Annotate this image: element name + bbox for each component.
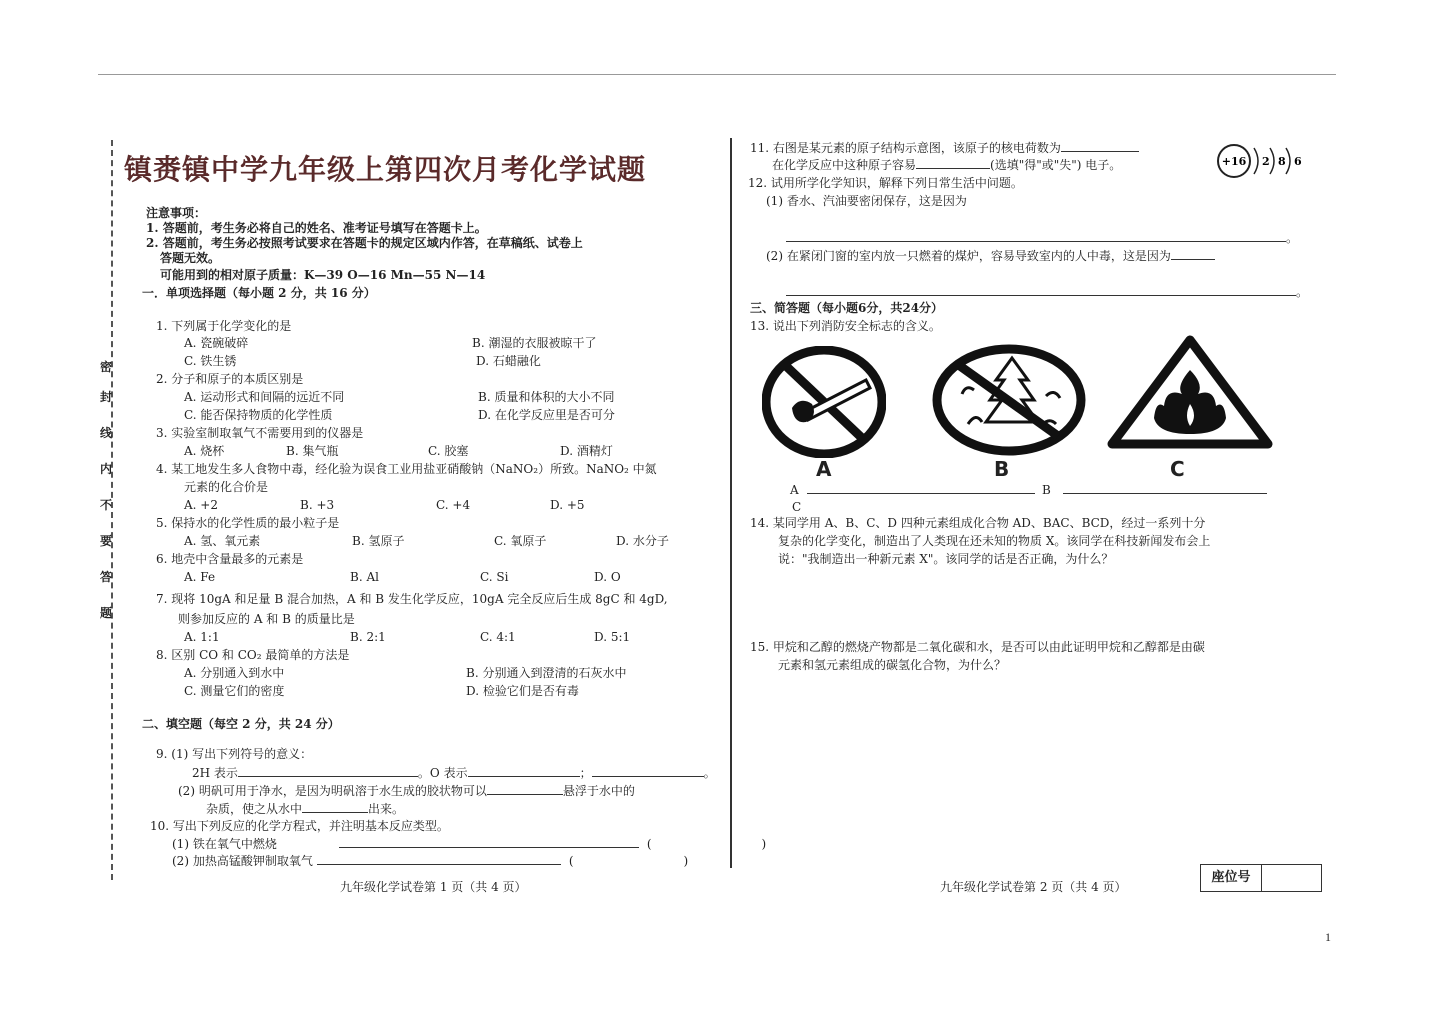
fill-label: (选填"得"或"失") 电子。 (990, 158, 1122, 172)
option: A. Fe (184, 570, 216, 584)
blank[interactable] (468, 765, 580, 777)
fill-label: 悬浮于水中的 (562, 784, 635, 798)
option: D. 检验它们是否有毒 (466, 684, 579, 698)
option: D. 水分子 (616, 534, 669, 548)
option: A. 运动形式和间隔的远近不同 (184, 390, 345, 404)
option: A. 烧杯 (184, 444, 225, 458)
option: C. 4:1 (480, 630, 516, 644)
shell-count: 2 (1262, 155, 1270, 168)
option: B. 2:1 (350, 630, 386, 644)
fill-row (172, 853, 688, 869)
blank[interactable] (238, 765, 418, 777)
option: B. 潮湿的衣服被晾干了 (472, 336, 597, 350)
blank[interactable] (592, 765, 704, 777)
notice-line: 1. 答题前，考生务必将自己的姓名、准考证号填写在答题卡上。 (146, 221, 487, 235)
fill-label: 出来。 (368, 802, 405, 816)
question: 5. 保持水的化学性质的最小粒子是 (156, 516, 340, 530)
option: D. +5 (550, 498, 585, 512)
period: 。 (1296, 285, 1309, 299)
notice-line: 答题无效。 (160, 251, 221, 265)
fill-row (172, 836, 766, 852)
seal-char: 内 (100, 462, 113, 476)
answer-row (792, 500, 801, 515)
answer-row (1042, 482, 1267, 498)
fill-label: 杂质，使之从水中 (206, 802, 303, 816)
paren-close: ) (683, 854, 689, 868)
blank[interactable] (487, 783, 563, 795)
fill-label: 。 (703, 766, 716, 780)
question-cont: 元素和氢元素组成的碳氢化合物，为什么？ (778, 658, 1007, 672)
option: B. 分别通入到澄清的石灰水中 (466, 666, 627, 680)
option: C. 胶塞 (428, 444, 469, 458)
exam-title: 镇赉镇中学九年级上第四次月考化学试题 (124, 153, 647, 186)
option: B. Al (350, 570, 379, 584)
option: D. O (594, 570, 621, 584)
blank[interactable] (786, 230, 1286, 242)
answer-line-row (786, 284, 1308, 300)
sign-label: A (816, 457, 832, 481)
option: A. 分别通入到水中 (184, 666, 285, 680)
question-cont: 元素的化合价是 (184, 480, 269, 494)
option: B. 氢原子 (352, 534, 405, 548)
option: C. +4 (436, 498, 471, 512)
electron-shell (1270, 148, 1274, 174)
answer-label: A (790, 483, 799, 497)
option: D. 石蜡融化 (476, 354, 541, 368)
seal-char: 题 (100, 606, 113, 620)
option: B. +3 (300, 498, 335, 512)
answer-line-row (786, 230, 1298, 246)
page-footer: 九年级化学试卷第 2 页（共 4 页） (940, 880, 1127, 894)
section-heading: 三、简答题（每小题6分，共24分） (750, 301, 944, 315)
question: 2. 分子和原子的本质区别是 (156, 372, 304, 386)
fill-row (178, 783, 635, 799)
paren-open: ( (646, 837, 652, 851)
sign-label: B (994, 457, 1010, 481)
notice-heading: 注意事项： (146, 206, 207, 220)
page-divider (730, 138, 732, 868)
option: C. Si (480, 570, 509, 584)
question: 13. 说出下列消防安全标志的含义。 (750, 319, 941, 333)
fill-row (772, 157, 1121, 173)
option: C. 铁生锈 (184, 354, 237, 368)
fill-label: 2H 表示 (192, 766, 238, 780)
fill-row (766, 248, 1215, 264)
fill-row (206, 801, 404, 817)
seat-number-box (1200, 864, 1322, 892)
question-cont: 复杂的化学变化，制造出了人类现在还未知的物质 X。该同学在科技新闻发布会上 (778, 534, 1211, 548)
fill-row (750, 140, 1139, 156)
notice-line: 可能用到的相对原子质量：K—39 O—16 Mn—55 N—14 (160, 268, 486, 282)
blank[interactable] (1063, 482, 1267, 494)
option: C. 氧原子 (494, 534, 547, 548)
blank[interactable] (1171, 248, 1215, 260)
no-forest-fire-sign (932, 344, 1086, 456)
fill-label: ； (579, 766, 592, 780)
question-sub: (2) 在紧闭门窗的室内放一只燃着的煤炉，容易导致室内的人中毒，这是因为 (766, 249, 1171, 263)
fill-row (192, 765, 716, 781)
question: 10. 写出下列反应的化学方程式，并注明基本反应类型。 (150, 819, 449, 833)
sign-label: C (1170, 457, 1185, 481)
fill-label: 。O 表示 (417, 766, 468, 780)
shell-count: 8 (1278, 155, 1286, 168)
answer-row (790, 482, 1035, 498)
flammable-warning-sign (1106, 334, 1274, 450)
blank[interactable] (807, 482, 1035, 494)
seal-char: 不 (100, 498, 113, 512)
electron-shell (1286, 148, 1290, 174)
top-rule (98, 74, 1336, 75)
question-sub: (1) 香水、汽油要密闭保存，这是因为 (766, 194, 967, 208)
option: A. 瓷碗破碎 (184, 336, 249, 350)
blank[interactable] (916, 157, 990, 169)
atom-structure-diagram (1216, 144, 1306, 180)
fill-label: 在化学反应中这种原子容易 (772, 158, 917, 172)
page-footer: 九年级化学试卷第 1 页（共 4 页） (340, 880, 527, 894)
blank[interactable] (1061, 140, 1139, 152)
fill-label: (2) 明矾可用于净水，是因为明矾溶于水生成的胶状物可以 (178, 784, 487, 798)
option: C. 能否保持物质的化学性质 (184, 408, 333, 422)
question: 9. (1) 写出下列符号的意义： (156, 747, 313, 761)
question: 3. 实验室制取氧气不需要用到的仪器是 (156, 426, 364, 440)
question: 12. 试用所学化学知识，解释下列日常生活中问题。 (748, 176, 1023, 190)
seal-char: 密 (100, 360, 113, 374)
fill-label: (2) 加热高锰酸钾制取氧气 (172, 854, 313, 868)
blank[interactable] (786, 284, 1296, 296)
notice-line: 2. 答题前，考生务必按照考试要求在答题卡的规定区域内作答，在草稿纸、试卷上 (146, 236, 583, 250)
option: C. 测量它们的密度 (184, 684, 285, 698)
seal-char: 线 (100, 426, 113, 440)
option: A. 氢、氧元素 (184, 534, 261, 548)
option: B. 集气瓶 (286, 444, 339, 458)
seal-char: 答 (100, 570, 113, 584)
seat-number-label: 座位号 (1201, 865, 1262, 891)
electron-shell (1254, 148, 1258, 174)
period: 。 (1286, 231, 1299, 245)
question: 14. 某同学用 A、B、C、D 四种元素组成化合物 AD、BAC、BCD，经过一系列十分 (750, 516, 1206, 530)
question: 15. 甲烷和乙醇的燃烧产物都是二氧化碳和水，是否可以由此证明甲烷和乙醇都是由碳 (750, 640, 1205, 654)
question: 11. 右图是某元素的原子结构示意图，该原子的核电荷数为 (750, 141, 1061, 155)
seal-char: 封 (100, 390, 113, 404)
question: 1. 下列属于化学变化的是 (156, 319, 292, 333)
option: D. 在化学反应里是否可分 (478, 408, 615, 422)
option: A. 1:1 (184, 630, 220, 644)
paren-open: ( (568, 854, 574, 868)
blank[interactable] (317, 853, 561, 865)
section-heading: 二、填空题（每空 2 分，共 24 分） (142, 717, 340, 731)
option: A. +2 (184, 498, 218, 512)
option: B. 质量和体积的大小不同 (478, 390, 615, 404)
question: 6. 地壳中含量最多的元素是 (156, 552, 304, 566)
answer-label: C (792, 500, 802, 514)
section-heading: 一．单项选择题（每小题 2 分，共 16 分） (142, 286, 376, 300)
answer-label: B (1042, 483, 1051, 497)
paren-close: ) (761, 837, 767, 851)
page-number: 1 (1325, 930, 1331, 944)
blank[interactable] (339, 836, 639, 848)
shell-count: 6 (1294, 155, 1302, 168)
question: 8. 区别 CO 和 CO₂ 最简单的方法是 (156, 648, 350, 662)
no-smoking-sign (762, 346, 886, 458)
question: 7. 现将 10gA 和足量 B 混合加热，A 和 B 发生化学反应，10gA 完全反应后生成 8gC 和 4gD, (156, 592, 668, 606)
option: D. 5:1 (594, 630, 631, 644)
option: D. 酒精灯 (560, 444, 613, 458)
blank[interactable] (302, 801, 368, 813)
question: 4. 某工地发生多人食物中毒，经化验为误食工业用盐亚硝酸钠（NaNO₂）所致。NaNO₂ 中氮 (156, 462, 657, 476)
nucleus-charge: +16 (1221, 155, 1247, 168)
seal-char: 要 (100, 534, 113, 548)
fill-label: (1) 铁在氧气中燃烧 (172, 837, 277, 851)
question-cont: 说："我制造出一种新元素 X"。该同学的话是否正确，为什么？ (778, 552, 1114, 566)
question-cont: 则参加反应的 A 和 B 的质量比是 (178, 612, 355, 626)
